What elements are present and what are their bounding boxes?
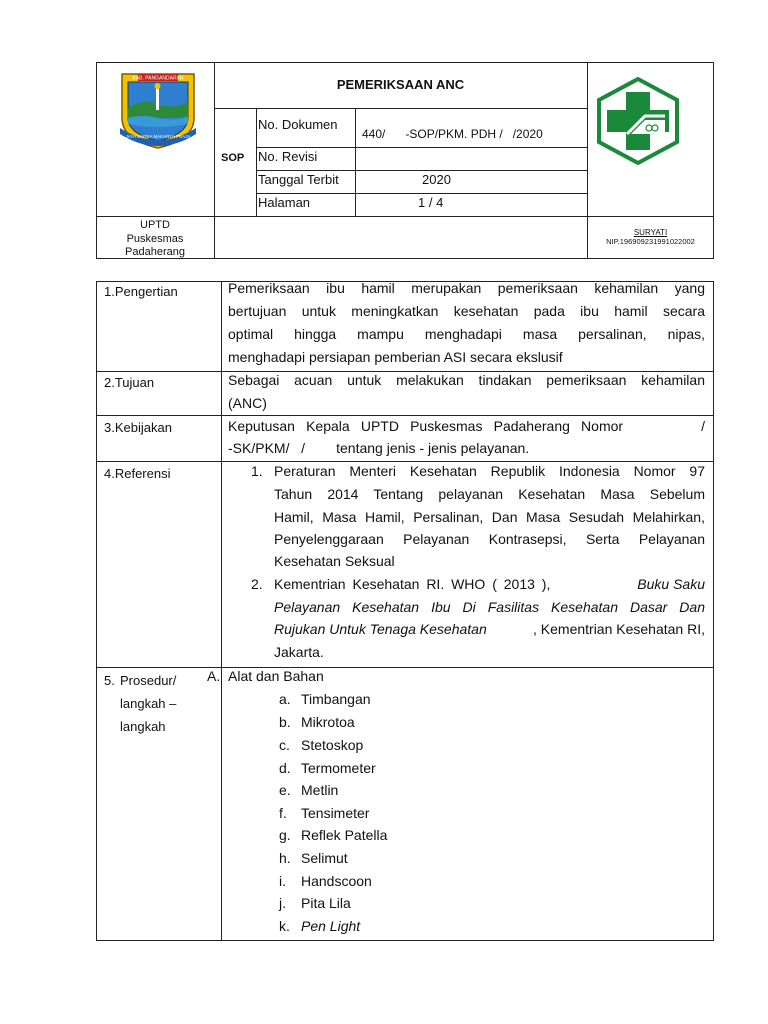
list-item-letter: i. [279, 873, 286, 889]
section-label-prosedur: langkah [120, 719, 166, 734]
section-label-kebijakan: 3.Kebijakan [104, 420, 172, 435]
header-divider [214, 108, 587, 109]
row-label-halaman: Halaman [258, 195, 311, 210]
content-divider [96, 415, 714, 416]
pengertian-line: menghadapi persiapan pemberian ASI secara ekslusif [228, 349, 563, 365]
referensi-line: Penyelenggaraan Pelayanan Kontrasepsi, Serta Pelayanan [274, 531, 705, 547]
referensi-number: 1. [251, 463, 263, 479]
list-item: Termometer [301, 760, 376, 776]
logo-caption-top: KAB. PANGANDARAN [132, 75, 184, 82]
referensi-title: Rujukan Untuk Tenaga Kesehatan [274, 621, 487, 637]
referensi-line: Pelayanan Kesehatan Ibu Di Fasilitas Kesehatan Dasar Dan [274, 599, 705, 615]
header-divider [256, 193, 587, 194]
section-label-prosedur: Prosedur/ [120, 673, 177, 688]
list-item-letter: g. [279, 827, 291, 843]
content-divider [221, 281, 222, 941]
org-name-line1: UPTD [140, 219, 170, 231]
prosedur-sub-title: Alat dan Bahan [228, 668, 324, 684]
content-divider [96, 461, 714, 462]
row-label-dokumen: No. Dokumen [258, 117, 338, 132]
list-item: Selimut [301, 850, 348, 866]
referensi-text: Kementrian Kesehatan RI. WHO ( 2013 ), [274, 576, 551, 592]
list-item-letter: k. [279, 918, 290, 934]
header-divider [256, 147, 587, 148]
header-divider [256, 108, 257, 216]
list-item-letter: e. [279, 782, 291, 798]
list-item: Pita Lila [301, 895, 351, 911]
header-divider [256, 170, 587, 171]
section-label-prosedur-num: 5. [104, 673, 115, 688]
header-divider [96, 216, 714, 217]
section-label-referensi: 4.Referensi [104, 466, 171, 481]
referensi-text: , Kementrian Kesehatan RI, [533, 621, 705, 637]
prosedur-sub-letter: A. [207, 668, 221, 684]
list-item: Timbangan [301, 691, 371, 707]
referensi-line: Tahun 2014 Tentang pelayanan Kesehatan Masa Sebelum [274, 486, 705, 502]
pengertian-line: optimal hingga mampu menghadapi masa persalinan, nipas, [228, 326, 705, 342]
list-item: Tensimeter [301, 805, 370, 821]
logo-motto: JAYA KARSA MAKARYA PRAJA [125, 134, 191, 139]
referensi-line [274, 621, 705, 637]
kebijakan-line: Keputusan Kepala UPTD Puskesmas Padaherang Nomor / [228, 418, 705, 434]
document-title: PEMERIKSAAN ANC [336, 77, 465, 92]
signer-nip: NIP.196909231991022002 [606, 237, 695, 246]
org-name-line2: Puskesmas [126, 233, 184, 245]
row-value-dokumen: 440/ -SOP/PKM. PDH / /2020 [362, 127, 543, 141]
section-label-prosedur: langkah – [120, 696, 177, 711]
referensi-line [274, 576, 705, 592]
row-value-tanggal: 2020 [422, 172, 451, 187]
list-item-letter: j. [279, 895, 286, 911]
list-item-letter: f. [279, 805, 287, 821]
list-item: Stetoskop [301, 737, 364, 753]
list-item: Metlin [301, 782, 339, 798]
org-name-line3: Padaherang [125, 246, 185, 258]
pengertian-line: Pemeriksaan ibu hamil merupakan pemeriksaan kehamilan yang [228, 280, 705, 296]
tujuan-line: Sebagai acuan untuk melakukan tindakan pemeriksaan kehamilan [228, 372, 705, 388]
puskesmas-logo [593, 76, 683, 166]
list-item: Handscoon [301, 873, 372, 889]
section-label-pengertian: 1.Pengertian [104, 284, 178, 299]
content-divider [96, 667, 714, 668]
list-item: Reflek Patella [301, 827, 388, 843]
list-item-letter: d. [279, 760, 291, 776]
row-value-halaman: 1 / 4 [418, 195, 444, 210]
row-label-tanggal: Tanggal Terbit [258, 172, 339, 187]
referensi-line: Jakarta. [274, 644, 324, 660]
header-divider [355, 108, 356, 216]
section-label-tujuan: 2.Tujuan [104, 375, 155, 390]
pengertian-line: bertujuan untuk meningkatkan kesehatan pada ibu hamil secara [228, 303, 705, 319]
regency-logo [112, 68, 204, 152]
list-item: Mikrotoa [301, 714, 355, 730]
list-item-letter: c. [279, 737, 290, 753]
referensi-number: 2. [251, 576, 263, 592]
referensi-line: Peraturan Menteri Kesehatan Republik Indonesia Nomor 97 [274, 463, 705, 479]
sop-label: SOP [221, 152, 245, 164]
signer-name: SURYATI [633, 228, 668, 237]
list-item: Pen Light [301, 918, 361, 934]
referensi-line: Kesehatan Seksual [274, 553, 395, 569]
list-item-letter: b. [279, 714, 291, 730]
referensi-line: Hamil, Masa Hamil, Persalinan, Dan Masa Sesudah Melahirkan, [274, 509, 705, 525]
kebijakan-line: -SK/PKM/ / tentang jenis - jenis pelayanan. [228, 440, 530, 456]
tujuan-line: (ANC) [228, 395, 267, 411]
referensi-title: Buku Saku [637, 576, 705, 592]
row-label-revisi: No. Revisi [258, 149, 318, 164]
list-item-letter: a. [279, 691, 291, 707]
list-item-letter: h. [279, 850, 291, 866]
